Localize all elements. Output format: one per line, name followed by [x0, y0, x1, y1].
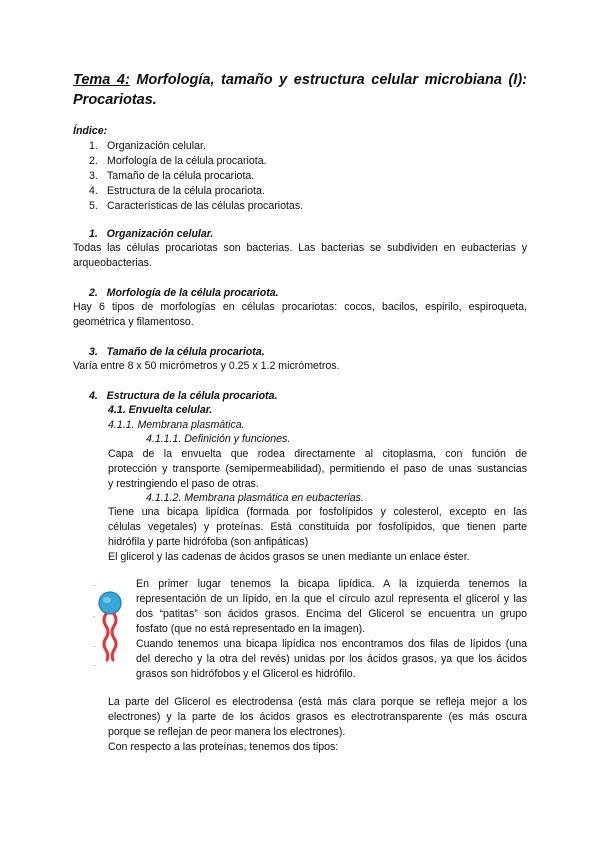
index-item: 1. Organización celular.: [89, 140, 206, 152]
index-item: 3. Tamaño de la célula procariota.: [89, 170, 255, 182]
index-item: 2. Morfología de la célula procariota.: [89, 155, 267, 167]
section-4-heading: 4. Estructura de la célula procariota.: [89, 390, 278, 402]
glycerol-head: [99, 592, 121, 614]
section-2-body: Hay 6 tipos de morfologías en células procariotas: cocos, bacilos, espirilo, espiroqueta, geométrica y filamentoso.: [73, 301, 527, 328]
index-list: [89, 139, 303, 214]
phospholipid-illustration: [96, 590, 124, 664]
section-3-body: Varía entre 8 x 50 micrómetros y 0.25 x 1.2 micrómetros.: [73, 360, 340, 372]
subsection-4-1-1-2: 4.1.1.2. Membrana plasmática en eubacterias.: [146, 492, 364, 504]
figure-marker: .: [93, 640, 96, 649]
section-2-heading: 2. Morfología de la célula procariota.: [89, 287, 279, 299]
glycerol-highlight: [103, 597, 111, 603]
definition-paragraph: Capa de la envuelta que rodea directamente al citoplasma, con función de protección y transporte (semipermeabilidad), permitiendo el paso de unas sustancias y restringiendo el paso de otras.: [108, 448, 527, 490]
index-heading: Índice:: [73, 125, 108, 137]
section-1-body: Todas las células procariotas son bacterias. Las bacterias se subdividen en eubacterias y arqueobacterias.: [73, 242, 527, 269]
fatty-acid-tail-right: [112, 614, 116, 660]
electron-density-paragraph: La parte del Glicerol es electrodensa (está más clara porque se refleja mejor a los electrones) y la parte de los ácidos grasos es electrotransparente (es más oscura porque se reflejan de peor manera los electrones). Con respecto a las proteínas, tenemos dos tipos:: [108, 696, 527, 753]
section-1-heading: 1. Organización celular.: [89, 228, 214, 240]
figure-marker: .: [93, 659, 96, 668]
index-item: 4. Estructura de la célula procariota.: [89, 185, 265, 197]
subsection-4-1: 4.1. Envuelta celular.: [108, 404, 213, 416]
section-3-heading: 3. Tamaño de la célula procariota.: [89, 346, 265, 358]
index-item: 5. Características de las células procariotas.: [89, 200, 304, 212]
eubacteria-paragraph: Tiene una bicapa lipídica (formada por fosfolípidos y colesterol, excepto en las células vegetales) y proteínas. Está constituida por fosfolípidos, que tienen parte hidrófila y parte hidrófoba (son anfipáticas) El glicerol y las cadenas de ácidos grasos se unen mediante un enlace éster.: [108, 506, 527, 563]
subsection-4-1-1-1: 4.1.1.1. Definición y funciones.: [146, 433, 291, 445]
bilayer-paragraph: En primer lugar tenemos la bicapa lipídica. A la izquierda tenemos la representación de un lípido, en la que el círculo azul representa el glicerol y las dos “patitas” son ácidos grasos. Encima del Glicerol se encuentra un grupo fosfato (que no está representado en la imagen). Cuando tenemos una bicapa lipídica nos encontramos dos filas de lípidos (una del derecho y la otra del revés) unidas por los ácidos grasos, ya que los ácidos grasos son hidrófobos y el Glicerol es hidrófilo.: [136, 578, 527, 680]
fatty-acid-tail-left: [104, 614, 108, 660]
subsection-4-1-1: 4.1.1. Membrana plasmática.: [108, 419, 245, 431]
figure-marker: .: [93, 610, 96, 619]
title-prefix: Tema 4:: [73, 72, 130, 88]
document-title: [73, 70, 527, 110]
title-text: Morfología, tamaño y estructura celular microbiana (I): Procariotas.: [73, 72, 527, 108]
figure-marker: .: [93, 579, 96, 588]
